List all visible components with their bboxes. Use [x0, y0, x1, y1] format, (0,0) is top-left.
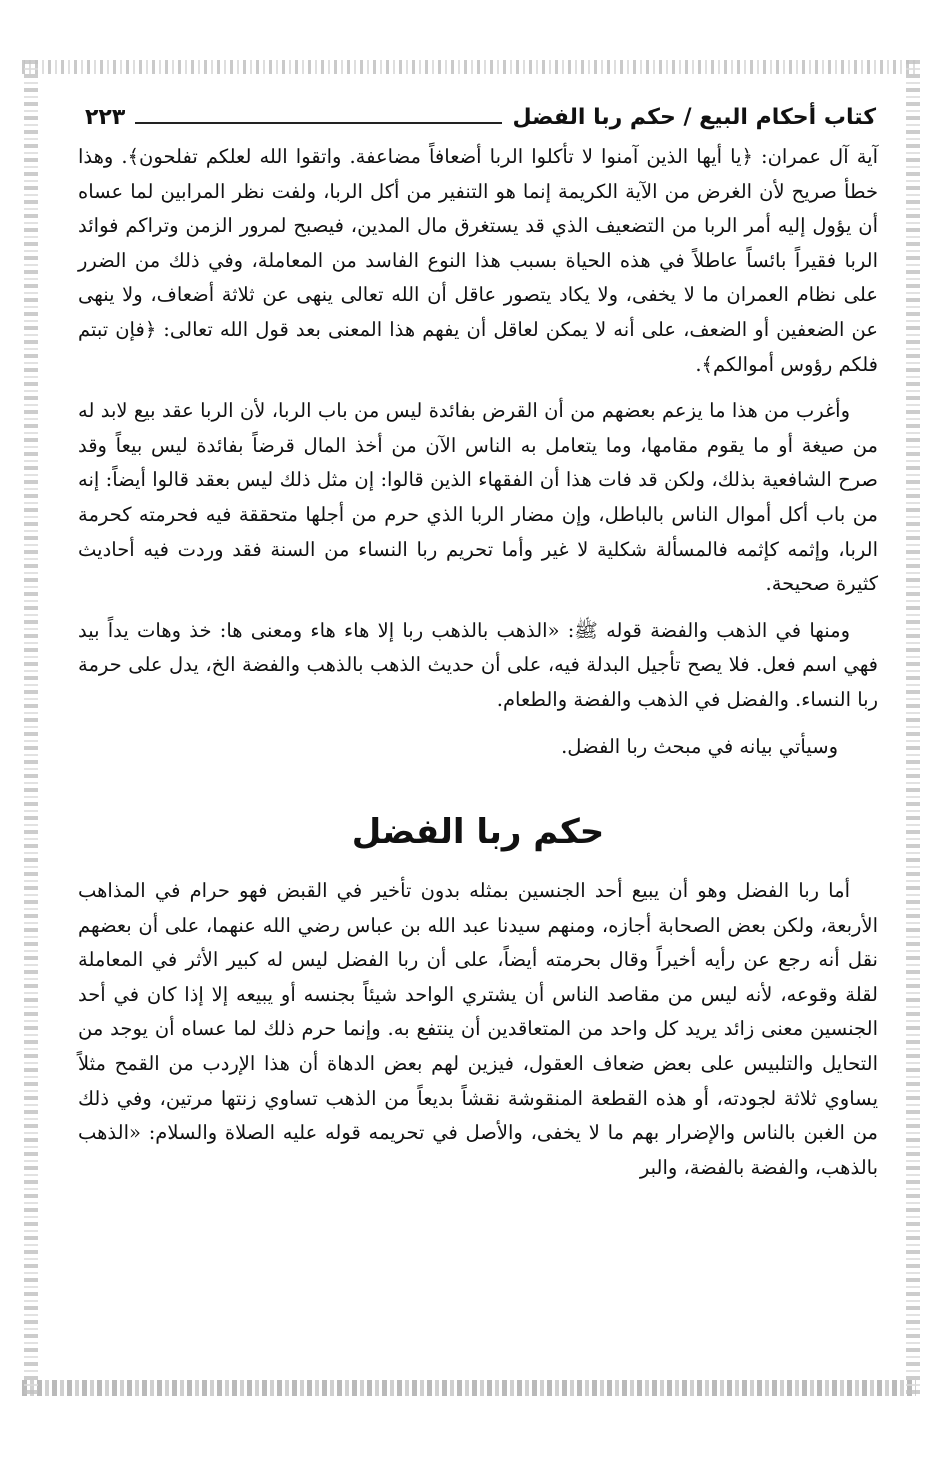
body-paragraph-4: وسيأتي بيانه في مبحث ربا الفضل.: [561, 734, 838, 758]
running-header-title: كتاب أحكام البيع / حكم ربا الفضل: [512, 105, 876, 130]
body-paragraph-2: وأغرب من هذا ما يزعم بعضهم من أن القرض بفائدة ليس من باب الربا، لأن الربا عقد بيع لابد له من صيغة أو ما يقوم مقامها، وما يتعامل به الناس الآن من أخذ المال قرضاً بفائدة ليس بيعاً وقد صرح الشافعية بذلك، ولكن قد فات هذا أن الفقهاء الذين قالوا: إن مثل ذلك ليس بعقد قالوا أيضاً: إنه من باب أكل أموال الناس بالباطل، وإن مضار الربا الذي حرم من أجلها متحققة فيه فحرمته كحرمة الربا، وإثمه كإثمه فالمسألة شكلية لا غير وأما تحريم ربا النساء من السنة فقد وردت فيه أحاديث كثيرة صحيحة.: [78, 399, 878, 596]
page-border-bottom: [22, 1380, 916, 1396]
section-heading: حكم ربا الفضل: [351, 812, 605, 853]
header-rule: [135, 122, 502, 124]
page-border-left: [24, 60, 38, 1396]
page-border-top: [22, 60, 916, 74]
body-paragraph-3: ومنها في الذهب والفضة قوله ﷺ: «الذهب بالذهب ربا إلا هاء هاء ومعنى ها: خذ وهات يداً بيد فهي اسم فعل. فلا يصح تأجيل البدلة فيه، على أن حديث الذهب بالذهب والفضة الخ، يدل على حرمة ربا النساء. والفضل في الذهب والفضة والطعام.: [78, 618, 879, 711]
body-paragraph-5: أما ربا الفضل وهو أن يبيع أحد الجنسين بمثله بدون تأخير في القبض فهو حرام في المذاهب الأربعة، ولكن بعض الصحابة أجازه، ومنهم سيدنا عبد الله بن عباس رضي الله عنهما، على أن بعضهم نقل أنه رجع عن رأيه أخيراً وقال بحرمته أيضاً، على أن ربا الفضل ليس له كبير الأثر في المعاملة لقلة وقوعه، لأنه ليس من مقاصد الناس أن يشتري الواحد شيئاً بجنسه أو يبيعه إلا إذا كان في أحد الجنسين معنى زائد يريد كل واحد من المتعاقدين أن ينتفع به. وإنما حرم ذلك لما عساه أن يوجد من التحايل والتلبيس على بعض ضعاف العقول، فيزين لهم بعض الدهاة أن هذا الإردب من القمح مثلاً يساوي ثلاثة لجودته، أو هذه القطعة المنقوشة نقشاً بديعاً من الذهب تساوي زنتها مرتين، وفي ذلك من الغبن بالناس والإضرار بهم ما لا يخفى، والأصل في تحريمه قوله عليه الصلاة والسلام: «الذهب بالذهب، والفضة بالفضة، والبر: [78, 879, 878, 1179]
page-number: ٢٢٣: [85, 105, 126, 130]
page-border-right: [906, 60, 920, 1396]
page-body: [78, 140, 878, 1197]
body-paragraph-1: آية آل عمران: ﴿يا أيها الذين آمنوا لا تأكلوا الربا أضعافاً مضاعفة. واتقوا الله لعلكم تفلحون﴾. وهذا خطأ صريح لأن الغرض من الآية الكريمة إنما هو التنفير من أكل الربا، ولفت نظر المرابين لما عساه أن يؤول إليه أمر الربا من التضعيف الذي قد يستغرق مال المدين، فيصبح لمرور الزمن وتراكم فوائد الربا فقيراً بائساً عاطلاً في هذه الحياة بسبب هذا النوع الفاسد من المعاملة، وفي ذلك من الضرر على نظام العمران ما لا يخفى، ولا يكاد يتصور عاقل أن الله تعالى ينهى عن ثلاثة أضعاف، ولا ينهى عن الضعفين أو الضعف، على أنه لا يمكن لعاقل أن يفهم هذا المعنى بعد قول الله تعالى: ﴿فإن تبتم فلكم رؤوس أموالكم﴾.: [78, 145, 878, 376]
running-header: [85, 96, 876, 130]
